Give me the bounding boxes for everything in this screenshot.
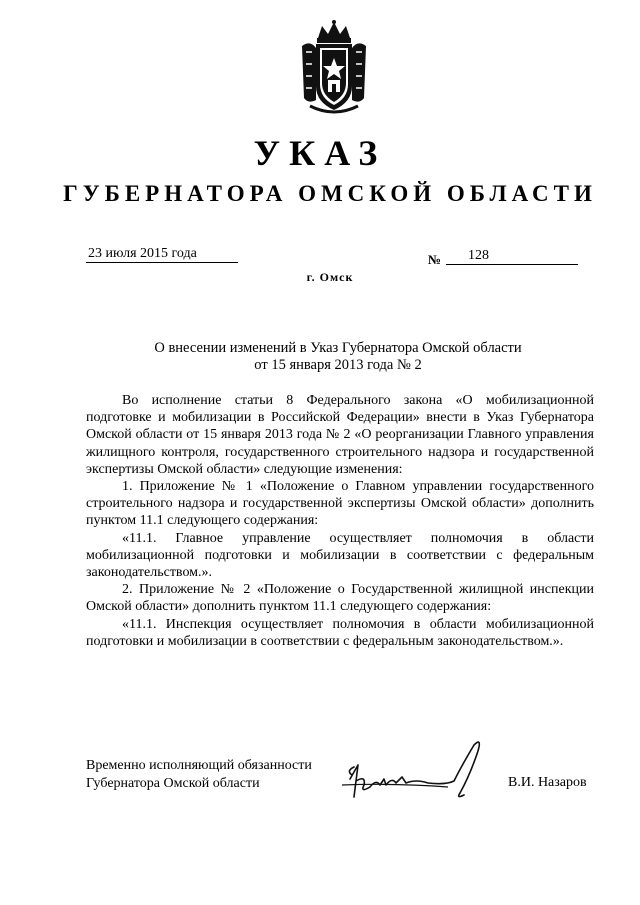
document-body: [86, 392, 594, 650]
signatory-position-line-1: Временно исполняющий обязанности: [86, 758, 312, 773]
handwritten-signature: [336, 735, 496, 805]
signatory-name: В.И. Назаров: [508, 775, 587, 790]
subject-line-2: от 15 января 2013 года № 2: [254, 357, 422, 373]
body-paragraph-quote-1: «11.1. Главное управление осуществляет полномочия в области мобилизационной подготовки и мобилизации в соответствии с федеральным законодательством.».: [86, 530, 594, 581]
body-paragraph-quote-2: «11.1. Инспекция осуществляет полномочия в области мобилизационной подготовки и мобилизации в соответствии с федеральным законодательством.».: [86, 616, 594, 649]
document-city: г. Омск: [306, 270, 354, 284]
document-number: 128: [446, 248, 578, 265]
body-paragraph-item-2: 2. Приложение № 2 «Положение о Государственной жилищной инспекции Омской области» дополнить пунктом 11.1 следующего содержания:: [86, 582, 594, 615]
number-label: №: [428, 252, 442, 267]
signatory-position: [86, 757, 312, 793]
document-subject: [0, 340, 640, 374]
document-title: УКАЗ: [253, 133, 387, 173]
document-date: 23 июля 2015 года: [86, 246, 238, 263]
document-issuer: ГУБЕРНАТОРА ОМСКОЙ ОБЛАСТИ: [63, 181, 597, 206]
signatory-position-line-2: Губернатора Омской области: [86, 776, 260, 791]
body-paragraph-intro: Во исполнение статьи 8 Федерального закона «О мобилизационной подготовке и мобилизации в Российской Федерации» внести в Указ Губернатора Омской области от 15 января 2013 года № 2 «О реорганизации Главного управления жилищного контроля, государственного строительного надзора и государственной экспертизы Омской области» следующие изменения:: [86, 393, 594, 477]
body-paragraph-item-1: 1. Приложение № 1 «Положение о Главном управлении государственного строительного надзора и государственной экспертизы Омской области» дополнить пунктом 11.1 следующего содержания:: [86, 479, 594, 529]
coat-of-arms-icon: [298, 20, 370, 116]
subject-line-1: О внесении изменений в Указ Губернатора Омской области: [154, 340, 522, 356]
